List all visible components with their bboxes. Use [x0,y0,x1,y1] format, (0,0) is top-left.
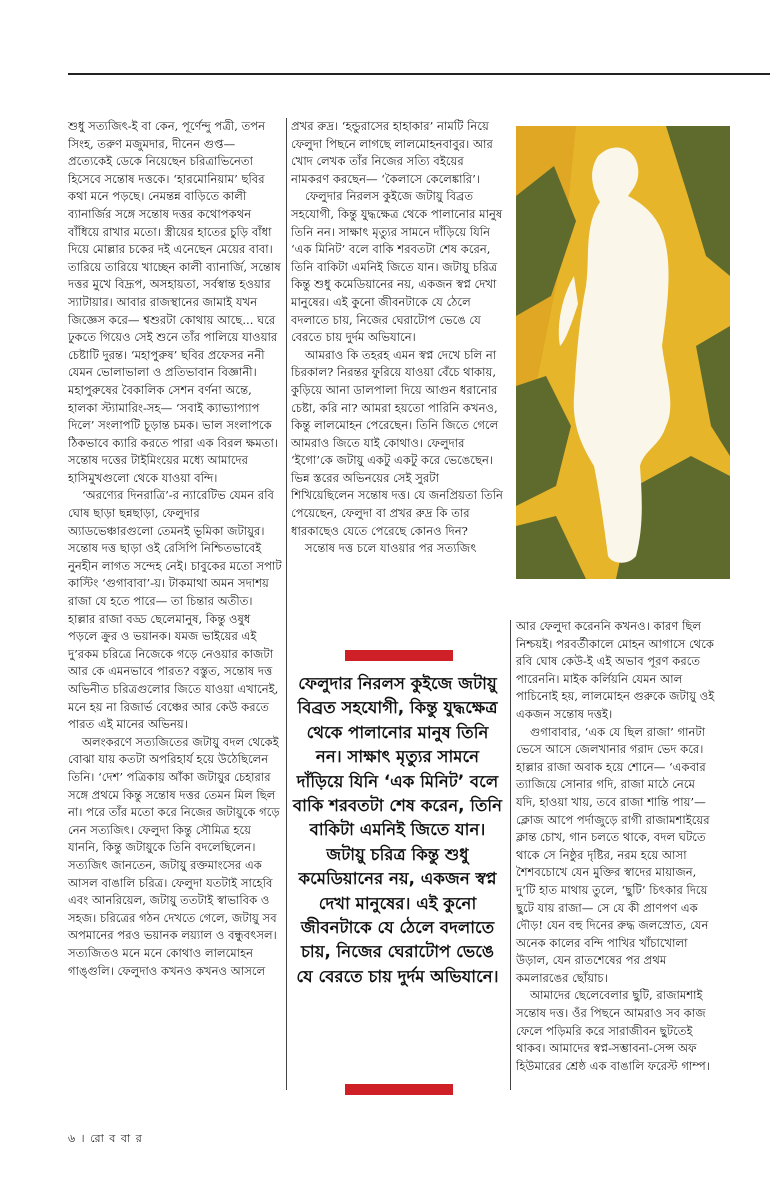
column-divider [510,620,511,1090]
paragraph: ‘অরণ্যের দিনরাত্রি’-র ন্যারেটিভ যেমন রবি ঘোষ ছাড়া ছন্নছাড়া, ফেলুদার অ্যাডভেঞ্চারগুলো তেমনই ভূমিকা জটায়ুর। সন্তোষ দত্ত ছাড়া ওই রেসিপি নিশ্চিতভাবেই নুনহীন লাগত সন্দেহ নেই। চাবুকের মতো সপাট কাস্টিং ‘গুগাবাবা’-য়। টাকমাথা অমন সদাশয় রাজা যে হতে পারে— তা চিন্তার অতীত। হাল্লার রাজা বড্ড ছেলেমানুষ, কিন্তু ওষুধ পড়লে ক্রুর ও ভয়ানক। যমজ ভাইয়ের এই দু’রকম চরিত্রে নিজেকে গড়ে নেওয়ার কাজটা আর কে এমনভাবে পারত? বস্তুত, সন্তোষ দত্ত অভিনীত চরিত্রগুলোর জিতে যাওয়া এখানেই, মনে হয় না রিজার্ভ বেঞ্চের আর কেউ করতে পারত এই মানের অভিনয়। [68,488,282,732]
pull-quote [291,650,504,1095]
paragraph: আমরাও কি তহরহ এমন স্বপ্ন দেখে চলি না চিরকাল? নিরন্তর ফুরিয়ে যাওয়া বেঁচে থাকায়, কুড়িয়ে আনা ডালপালা দিয়ে আগুন ধরানোর চেষ্টা, করি না? আমরা হয়তো পারিনি কখনও, কিন্তু লালমোহন পেরেছেন। তিনি জিতে গেলে আমরাও জিতে যাই কোথাও। ফেলুদার ‘ইগো’কে জটায়ু একটু একটু করে ভেঙেছেন। ভিন্ন স্তরের অভিনয়ের সেই সুরটা শিখিয়েছিলেন সন্তোষ দত্ত। যে জনপ্রিয়তা তিনি পেয়েছেন, ফেলুদা বা প্রখর রুদ্র কি তার ধারকাছেও যেতে পেরেছে কোনও দিন? [291,347,503,538]
top-rule [68,73,770,75]
pull-quote-bottom-bar [345,1084,453,1095]
paragraph: প্রখর রুদ্র। ‘হন্ডুরাসের হাহাকার’ নামটি নিয়ে ফেলুদা পিছনে লাগছে লালমোহনবাবুর। আর খোদ লেখক তাঁর নিজের সত্যি বইয়ের নামকরণ করছেন— ‘কৈলাসে কেলেঙ্কারি’। [291,119,493,186]
paragraph: আমাদের ছেলেবেলার ছুটি, রাজামশাই সন্তোষ দত্ত। ওঁর পিছনে আমরাও সব কাজ ফেলে পড়িমরি করে সারাজীবন ছুটতেই থাকব। আমাদের স্বপ্ন-সম্ভাবনা-সেন্স অফ হিউমারের শ্রেষ্ঠ এক বাঙালি ফরেস্ট গাম্প। [516,988,710,1073]
paragraph: ফেলুদার নিরলস কুইজে জটায়ু বিব্রত সহযোগী, কিন্তু যুদ্ধক্ষেত্র থেকে পালানোর মানুষ তিনি নন। সাক্ষাৎ মৃত্যুর সামনে দাঁড়িয়ে যিনি ‘এক মিনিট’ বলে বাকি শরবতটা শেষ করেন, তিনি বাকিটা এমনিই জিতে যান। জটায়ু চরিত্র কিন্তু শুধু কমেডিয়ানের নয়, একজন স্বপ্ন দেখা মানুষের। এই কুনো জীবনটাকে যে ঠেলে বদলাতে চায়, নিজের ঘেরাটোপ ভেঙে যে বেরতে চায় দুর্দম অভিযানে। [291,189,503,345]
paragraph: অলংকরণে সত্যজিতের জটায়ু বদল থেকেই বোঝা যায় কতটা অপরিহার্য হয়ে উঠেছিলেন তিনি। ‘দেশ’ পত্রিকায় আঁকা জটায়ুর চেহারার সঙ্গে প্রথমে কিন্তু সন্তোষ দত্তর তেমন মিল ছিল না। পরে তাঁর মতো করে নিজের জটায়ুকে গড়ে নেন সত্যজিৎ। ফেলুদা কিন্তু সৌমিত্র হয়ে যাননি, কিন্তু জটায়ুকে তিনি বদলেছিলেন। সত্যজিৎ জানতেন, জটায়ু রক্তমাংসের এক আসল বাঙালি চরিত্র। ফেলুদা যতটাই সাহেবি এবং আনরিয়েল, জটায়ু ততটাই স্বাভাবিক ও সহজ। চরিত্রের গঠন দেখতে গেলে, জটায়ু সব অপমানের পরও ভয়ানক লয়্যাল ও বন্ধুবৎসল। সত্যজিতও মনে মনে কোথাও লালমোহন গাঙ্গুলি। ফেলুদাও কখনও কখনও আসলে [68,734,280,978]
paragraph: সন্তোষ দত্ত চলে যাওয়ার পর সত্যজিৎ [305,541,477,556]
pull-quote-text: ফেলুদার নিরলস কুইজে জটায়ু বিব্রত সহযোগী, কিন্তু যুদ্ধক্ষেত্র থেকে পালানোর মানুষ তিনি নন। সাক্ষাৎ মৃত্যুর সামনে দাঁড়িয়ে যিনি ‘এক মিনিট’ বলে বাকি শরবতটা শেষ করেন, তিনি বাকিটা এমনিই জিতে যান। জটায়ু চরিত্র কিন্তু শুধু কমেডিয়ানের নয়, একজন স্বপ্ন দেখা মানুষের। এই কুনো জীবনটাকে যে ঠেলে বদলাতে চায়, নিজের ঘেরাটোপ ভেঙে যে বেরতে চায় দুর্দম অভিযানে। [292,674,503,986]
paragraph: আর ফেলুদা করেননি কখনও। কারণ ছিল নিশ্চয়ই। পরবর্তীকালে মোহন আগাসে থেকে রবি ঘোষ কেউ-ই এই অভাব পূরণ করতে পারেননি। মাইক কর্লিয়নি যেমন আল পাচিনোই হয়, লালমোহন গুরুকে জটায়ু ওই একজন সন্তোষ দত্তই। [516,619,715,721]
article-column-3 [516,618,716,1075]
article-column-1 [68,118,282,980]
paragraph: গুগাবাবার, ‘এক যে ছিল রাজা’ গানটা ভেসে আসে জেলখানার গরাদ ভেদ করে। হাল্লার রাজা অবাক হয়ে শোনে— ‘একবার ত্যাজিয়ে সোনার গদি, রাজা মাঠে নেমে যদি, হাওয়া খায়, তবে রাজা শান্তি পায়’— ক্লোজ আপে পর্দাজুড়ে রাগী রাজামশাইয়ের ক্লান্ত চোখ, গান চলতে থাকে, বদল ঘটতে থাকে সে নিষ্ঠুর দৃষ্টির, নরম হয়ে আসা শৈশবচোখে যেন মুক্তির স্বাদের মায়াজন, দু’টি হাত মাথায় তুলে, ‘ছুটি’ চিৎকার দিয়ে ছুটে যায় রাজা— সে যে কী প্রাণপণ এক দৌড়! যেন বহু দিনের রুদ্ধ জলস্রোত, যেন অনেক কালের বন্দি পাখির খাঁচাখোলা উড়াল, যেন রাতশেষের পর প্রথম কমলারঙের ছোঁয়াচ। [516,724,710,985]
paragraph: শুধু সত্যজিৎ-ই বা কেন, পূর্ণেন্দু পত্রী, তপন সিংহ, তরুণ মজুমদার, দীনেন গুপ্ত— প্রত্যেকেই ডেকে নিয়েছেন চরিত্রাভিনেতা হিসেবে সন্তোষ দত্তকে। ‘হারমোনিয়াম’ ছবির কথা মনে পড়ছে। নেমন্তন্ন বাড়িতে কালী ব্যানার্জির সঙ্গে সন্তোষ দত্তর কথোপকথন বাঁধিয়ে রাখার মতো। স্ত্রীয়ের হাতের চুড়ি বাঁধা দিয়ে মোল্লার চকের দই এনেছেন মেয়ের বাবা। তারিয়ে তারিয়ে খাচ্ছেন কালী ব্যানার্জি, সন্তোষ দত্তর মুখে বিদ্রূপ, অসহায়তা, সর্বস্বান্ত হওয়ার স্যাটায়ার। আবার রাজস্থানের জামাই যখন জিজ্ঞেস করে— শ্বশুরটা কোথায় আছে... ঘরে ঢুকতে গিয়েও সেই শুনে তাঁর পালিয়ে যাওয়ার চেষ্টাটি দুরন্ত। ‘মহাপুরুষ’ ছবির প্রফেসর ননী যেমন ভোলাভালা ও প্রতিভাবান বিজ্ঞানী। মহাপুরুষের বৈকালিক সেশন বর্ণনা অন্তে, হালকা স্ট্যামারিং-সহ— ‘সবাই ক্যাভ্যাপ্যাপ দিলে’ সংলাপটি চূড়ান্ত চমক। ভাল সংলাপকে ঠিকভাবে ক্যারি করতে পারা এক বিরল ক্ষমতা। সন্তোষ দত্তের টাইমিংয়ের মধ্যে আমাদের হাসিমুখগুলো থেকে যাওয়া বন্দি। [68,119,281,485]
article-column-2 [291,118,504,558]
figure-silhouette-illustration [516,126,730,579]
page-footer: ৬ । রো ব বা র [68,1132,143,1145]
column-divider [286,118,287,1090]
pull-quote-top-bar [345,650,453,661]
